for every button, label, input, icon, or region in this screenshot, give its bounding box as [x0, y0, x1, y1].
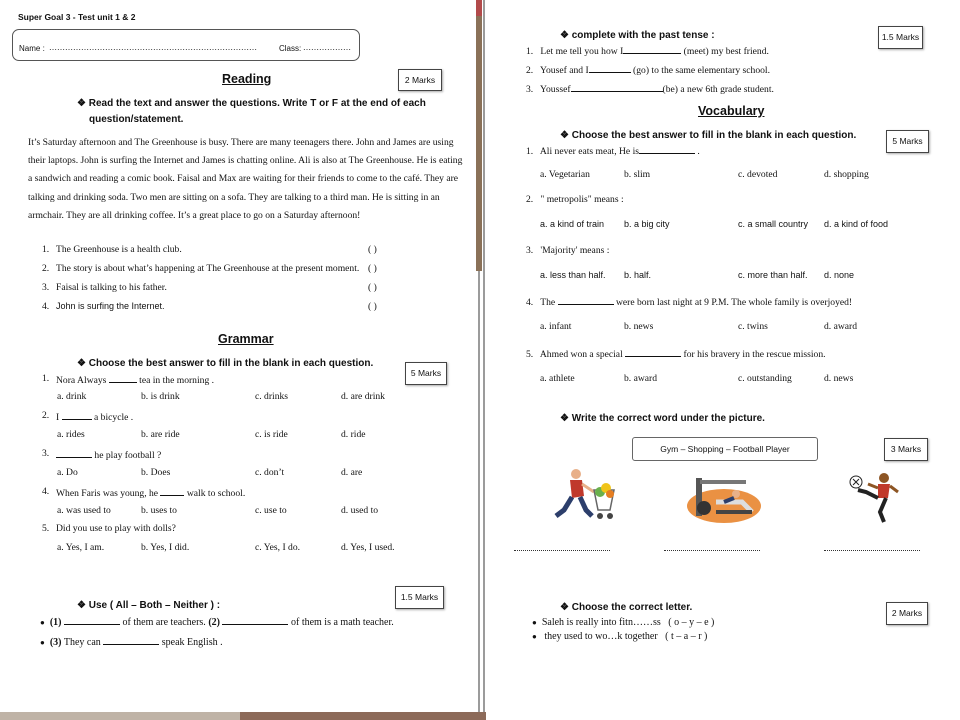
option-c[interactable]: c. use to — [255, 505, 287, 516]
option-b[interactable]: b. are ride — [141, 429, 180, 440]
option-c[interactable]: c. devoted — [738, 169, 778, 180]
letters-instruction: ❖ Choose the correct letter. — [560, 602, 693, 613]
page-edge-red — [476, 0, 482, 16]
answer-field[interactable]: ( ) — [368, 301, 377, 312]
option-d[interactable]: d. news — [824, 373, 854, 384]
class-label: Class: — [279, 44, 302, 53]
option-d[interactable]: d. shopping — [824, 169, 869, 180]
test-title: Super Goal 3 - Test unit 1 & 2 — [18, 12, 136, 22]
name-field[interactable]: …………………………………………………………………… — [49, 43, 257, 52]
answer-field[interactable]: ( ) — [368, 244, 377, 255]
reading-instruction-2: question/statement. — [89, 114, 184, 125]
question-number: 1. — [42, 373, 50, 384]
reading-passage — [28, 134, 464, 225]
vocabulary-marks: 5 Marks — [886, 130, 929, 153]
letters-item: ● Saleh is really into fitn……ss ( o – y – e ) — [532, 617, 715, 628]
option-d[interactable]: d. none — [824, 270, 855, 280]
use-line-1: ● (1) of them are teachers. (2) of them is a math teacher. — [40, 617, 394, 628]
option-a[interactable]: a. Do — [57, 467, 78, 478]
left-page — [0, 0, 478, 720]
option-b[interactable]: b. award — [624, 373, 658, 384]
option-d[interactable]: d. are drink — [341, 391, 385, 402]
pictures-marks: 3 Marks — [884, 438, 928, 461]
past-tense-item: 2. Yousef and I (go) to the same elementary school. — [526, 65, 770, 76]
question-text: Faisal is talking to his father. — [56, 282, 167, 293]
past-tense-instruction: ❖ complete with the past tense : — [560, 30, 715, 41]
option-a[interactable]: a. infant — [540, 321, 572, 332]
gutter-line — [483, 0, 485, 720]
option-b[interactable]: b. slim — [624, 169, 651, 180]
grammar-heading: Grammar — [218, 332, 274, 346]
question-text: The Greenhouse is a health club. — [56, 244, 182, 255]
option-a[interactable]: a. rides — [57, 429, 85, 440]
answer-line-2[interactable] — [664, 549, 760, 551]
question-text: John is surfing the Internet. — [56, 301, 165, 311]
bottom-edge — [240, 712, 486, 720]
answer-line-1[interactable] — [514, 549, 610, 551]
question-text: 3. 'Majority' means : — [526, 245, 610, 256]
option-b[interactable]: b. half. — [624, 270, 652, 280]
option-b[interactable]: b. Does — [141, 467, 171, 478]
option-d[interactable]: d. are — [341, 467, 363, 478]
option-a[interactable]: a. less than half. — [540, 270, 606, 280]
bottom-edge — [0, 712, 240, 720]
option-c[interactable]: c. drinks — [255, 391, 289, 402]
question-text: 1. Ali never eats meat, He is . — [526, 146, 700, 157]
option-a[interactable]: a. athlete — [540, 373, 575, 384]
question-number: 1. — [42, 244, 50, 255]
question-text: 4. The were born last night at 9 P.M. The whole family is overjoyed! — [526, 297, 853, 308]
question-text: 5. Ahmed won a special for his bravery in the rescue mission. — [526, 349, 826, 360]
option-c[interactable]: c. twins — [738, 321, 768, 332]
grammar-instruction: ❖ Choose the best answer to fill in the blank in each question. — [77, 358, 374, 369]
reading-marks: 2 Marks — [398, 69, 442, 91]
gym-picture — [686, 472, 764, 524]
vocabulary-instruction: ❖ Choose the best answer to fill in the blank in each question. — [560, 130, 857, 141]
question-text: Did you use to play with dolls? — [56, 523, 176, 534]
option-c[interactable]: c. Yes, I do. — [255, 542, 301, 553]
option-c[interactable]: c. is ride — [255, 429, 288, 440]
passage-line: It’s Saturday afternoon and The Greenhouse is busy. There are many teenagers there. John and James are using — [28, 137, 454, 148]
option-c[interactable]: c. more than half. — [738, 270, 808, 280]
question-number: 3. — [42, 282, 50, 293]
passage-line: talking and drinking soda. Two men are sitting on a sofa. They are talking to a third man. He is sitting in an — [28, 191, 440, 203]
question-text: When Faris was young, he walk to school. — [56, 488, 246, 499]
question-number: 2. — [42, 410, 50, 421]
question-text: Nora Always tea in the morning . — [56, 375, 215, 386]
option-d[interactable]: d. used to — [341, 505, 379, 516]
option-a[interactable]: a. drink — [57, 391, 87, 402]
option-a[interactable]: a. was used to — [57, 505, 111, 516]
option-d[interactable]: d. ride — [341, 429, 366, 440]
shopping-picture — [548, 466, 620, 524]
question-text: 2. " metropolis" means : — [526, 194, 624, 205]
use-instruction: ❖ Use ( All – Both – Neither ) : — [77, 600, 221, 611]
question-number: 4. — [42, 301, 50, 312]
grammar-marks: 5 Marks — [405, 362, 447, 385]
passage-line: their laptops. John is surfing the Internet and James is chatting online. Ali is also at The Greenhouse. He is eating — [28, 155, 463, 167]
option-b[interactable]: b. a big city — [624, 219, 670, 229]
reading-instruction: ❖ Read the text and answer the questions. Write T or F at the end of each — [77, 98, 426, 109]
option-a[interactable]: a. Vegetarian — [540, 169, 590, 180]
word-box — [632, 437, 818, 461]
option-c[interactable]: c. outstanding — [738, 373, 792, 384]
name-label: Name : — [19, 44, 45, 53]
pictures-instruction: ❖ Write the correct word under the picture. — [560, 413, 765, 424]
option-b[interactable]: b. news — [624, 321, 654, 332]
question-text: I a bicycle . — [56, 412, 134, 423]
question-number: 5. — [42, 523, 50, 534]
letters-marks: 2 Marks — [886, 602, 928, 625]
use-marks: 1.5 Marks — [395, 586, 444, 609]
answer-line-3[interactable] — [824, 549, 920, 551]
option-d[interactable]: d. a kind of food — [824, 219, 889, 229]
question-number: 3. — [42, 448, 50, 459]
past-tense-item: 1. Let me tell you how I (meet) my best friend. — [526, 46, 769, 57]
option-d[interactable]: d. award — [824, 321, 858, 332]
answer-field[interactable]: ( ) — [368, 282, 377, 293]
football-player-picture — [844, 470, 902, 526]
question-text: he play football ? — [56, 448, 161, 461]
word-box-text: Gym – Shopping – Football Player — [660, 444, 790, 454]
option-a[interactable]: a. Yes, I am. — [57, 542, 105, 553]
question-number: 4. — [42, 486, 50, 497]
page-edge-brown — [476, 16, 482, 271]
passage-line: armchair. They are all drinking coffee. It’s a great place to go on a Saturday afternoon! — [28, 209, 361, 221]
option-b[interactable]: b. uses to — [141, 505, 177, 516]
class-field[interactable]: ……………… — [303, 43, 351, 52]
reading-heading: Reading — [222, 72, 272, 86]
name-class-box — [12, 29, 360, 61]
use-line-2: ● (3) They can speak English . — [40, 637, 223, 648]
option-a[interactable]: a. a kind of train — [540, 219, 605, 229]
past-tense-item: 3. Youssef (be) a new 6th grade student. — [526, 84, 774, 95]
letters-item: ● they used to wo…k together ( t – a – r ) — [532, 631, 708, 642]
vocabulary-heading: Vocabulary — [698, 104, 765, 118]
question-number: 2. — [42, 263, 50, 274]
option-c[interactable]: c. don’t — [255, 467, 285, 478]
right-page — [486, 0, 960, 720]
passage-line: a sandwich and reading a comic book. Faisal and Max are waiting for their friends to come to the café. They are — [28, 173, 459, 185]
answer-field[interactable]: ( ) — [368, 263, 377, 274]
option-b[interactable]: b. is drink — [141, 391, 180, 402]
option-d[interactable]: d. Yes, I used. — [341, 542, 395, 553]
past-tense-marks: 1.5 Marks — [878, 26, 923, 49]
option-c[interactable]: c. a small country — [738, 219, 809, 229]
option-b[interactable]: b. Yes, I did. — [141, 542, 190, 553]
question-text: The story is about what’s happening at The Greenhouse at the present moment. — [56, 263, 360, 274]
